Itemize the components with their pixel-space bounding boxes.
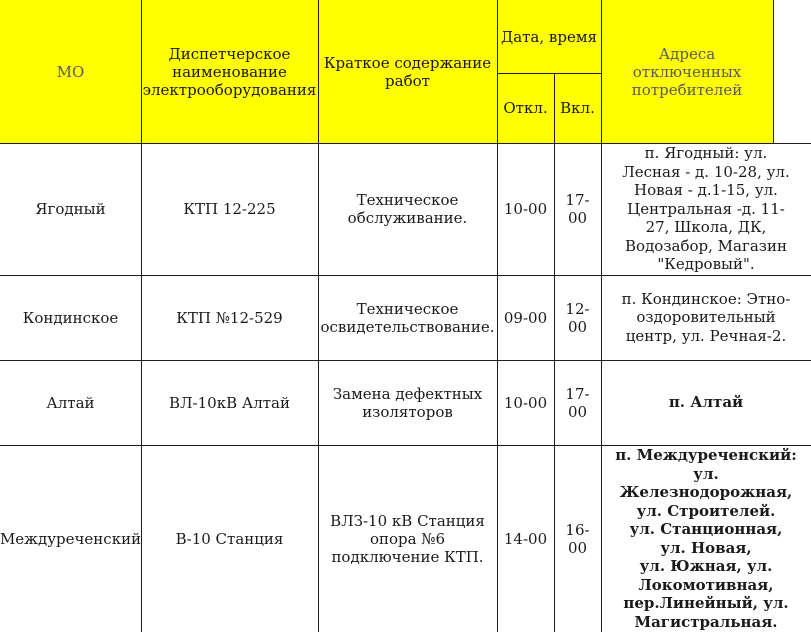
row-works-line: обслуживание.: [347, 209, 468, 227]
row-works-line: изоляторов: [362, 402, 453, 421]
row-works-text: [348, 191, 468, 227]
header-addresses-text: [632, 45, 742, 99]
header-works-line: Краткое содержание: [323, 53, 492, 72]
row-addresses-line: "Кедровый".: [657, 255, 755, 274]
row-addresses-line: оздоровительный: [636, 308, 776, 327]
header-addresses: [601, 0, 773, 143]
row-on-time: [554, 143, 601, 275]
row-mo-value: Ягодный: [35, 200, 106, 218]
grid-hline: [0, 360, 811, 361]
header-addresses-line: отключенных: [632, 62, 742, 81]
grid-vline: [773, 0, 774, 143]
row-equipment-value: КТП №12-529: [176, 308, 283, 327]
row-addresses-line: п. Кондинское: Этно-: [621, 289, 791, 308]
row-addresses-line: Железнодорожная,: [619, 483, 793, 501]
header-off-label: Откл.: [503, 99, 548, 117]
row-off-time: [497, 360, 554, 445]
header-mo-label: МО: [56, 62, 85, 81]
grid-vline: [601, 0, 602, 632]
header-datetime-label: Дата, время: [501, 28, 597, 46]
row-mo: [0, 360, 141, 445]
row-works-line: опора №6: [369, 529, 446, 548]
row-on-time-value: 16-00: [565, 520, 590, 557]
row-addresses-line: Локомотивная,: [638, 575, 774, 594]
header-mo: [0, 0, 141, 143]
row-mo-value: Междуреченский: [0, 529, 142, 548]
row-off-time: [497, 143, 554, 275]
row-addresses-text: [622, 144, 789, 274]
row-off-time-value: 10-00: [503, 200, 548, 218]
row-off-time-value: 10-00: [503, 393, 548, 412]
header-equipment-line: Диспетчерское: [168, 44, 291, 63]
row-off-time: [497, 445, 554, 632]
header-on: [554, 73, 601, 143]
header-datetime: [497, 0, 601, 73]
grid-hline: [497, 73, 601, 74]
row-mo-value: Кондинское: [22, 308, 119, 327]
row-addresses-line: центр, ул. Речная-2.: [625, 326, 787, 345]
row-equipment: [141, 445, 318, 632]
row-addresses-line: Водозабор, Магазин: [625, 236, 787, 255]
row-mo-value: Алтай: [46, 393, 95, 412]
header-equipment-text: [143, 45, 317, 99]
row-on-time-value: 17-00: [565, 191, 590, 227]
row-addresses-text: [622, 290, 791, 346]
row-equipment: [141, 275, 318, 360]
row-works: [318, 275, 497, 360]
row-equipment: [141, 360, 318, 445]
header-addresses-line: Адреса: [658, 44, 716, 63]
header-works-line: работ: [385, 71, 430, 90]
row-works-text: [330, 512, 485, 566]
row-addresses-line: п. Междуреченский:: [615, 446, 797, 464]
row-mo: [0, 445, 141, 632]
grid-hline: [0, 445, 811, 446]
row-addresses: [601, 445, 811, 632]
row-equipment-value: В-10 Станция: [175, 529, 284, 548]
row-addresses-line: п. Алтай: [668, 393, 744, 412]
row-addresses-line: ул. Новая,: [660, 538, 752, 557]
header-equipment-line: наименование: [172, 62, 287, 81]
row-addresses-line: 27, Школа, ДК,: [645, 218, 767, 237]
row-equipment-value: ВЛ-10кВ Алтай: [169, 393, 290, 412]
row-addresses: [601, 143, 811, 275]
row-addresses: [601, 360, 811, 445]
row-works: [318, 445, 497, 632]
row-addresses-line: Новая - д.1-15, ул.: [634, 181, 778, 200]
row-addresses-line: пер.Линейный, ул.: [623, 594, 789, 612]
header-addresses-line: потребителей: [631, 80, 743, 99]
header-off: [497, 73, 554, 143]
row-on-time-value: 17-00: [565, 384, 590, 421]
grid-vline: [318, 0, 319, 632]
row-on-time: [554, 275, 601, 360]
grid-hline: [0, 143, 811, 144]
grid-vline: [141, 0, 142, 632]
row-works-line: Техническое: [356, 191, 459, 209]
row-addresses-text: [615, 446, 797, 631]
row-off-time-value: 09-00: [503, 308, 548, 327]
row-works: [318, 360, 497, 445]
row-addresses-line: Лесная - д. 10-28, ул.: [622, 162, 790, 181]
row-works-line: освидетельствование.: [320, 317, 495, 336]
header-works-text: [324, 54, 491, 90]
row-on-time-value: 12-00: [565, 299, 590, 336]
row-works-text: [333, 385, 482, 421]
row-addresses-line: ул. Строителей.: [636, 501, 776, 520]
row-addresses: [601, 275, 811, 360]
row-addresses-line: Центральная -д. 11-: [627, 199, 785, 218]
header-equipment: [141, 0, 318, 143]
grid-hline: [0, 275, 811, 276]
header-equipment-line: электрооборудования: [142, 80, 317, 99]
row-on-time: [554, 360, 601, 445]
row-addresses-line: п. Ягодный: ул.: [644, 144, 768, 163]
row-addresses-line: Магистральная.: [634, 612, 778, 631]
row-equipment-value: КТП 12-225: [183, 200, 276, 218]
row-off-time: [497, 275, 554, 360]
row-works-line: Техническое: [356, 299, 459, 318]
row-equipment: [141, 143, 318, 275]
row-addresses-line: ул. Южная, ул.: [639, 557, 773, 575]
row-addresses-line: ул.: [693, 464, 719, 483]
row-addresses-line: ул. Станционная,: [629, 520, 783, 538]
header-on-label: Вкл.: [560, 99, 595, 117]
row-mo: [0, 143, 141, 275]
row-off-time-value: 14-00: [503, 529, 548, 548]
row-on-time: [554, 445, 601, 632]
row-works-text: [320, 300, 494, 336]
grid-vline: [554, 73, 555, 632]
row-works: [318, 143, 497, 275]
row-works-line: подключение КТП.: [331, 547, 484, 566]
row-mo: [0, 275, 141, 360]
grid-vline: [497, 0, 498, 632]
row-works-line: ВЛЗ-10 кВ Станция: [330, 511, 485, 530]
header-works: [318, 0, 497, 143]
row-works-line: Замена дефектных: [332, 384, 483, 403]
row-addresses-text: [669, 393, 743, 412]
